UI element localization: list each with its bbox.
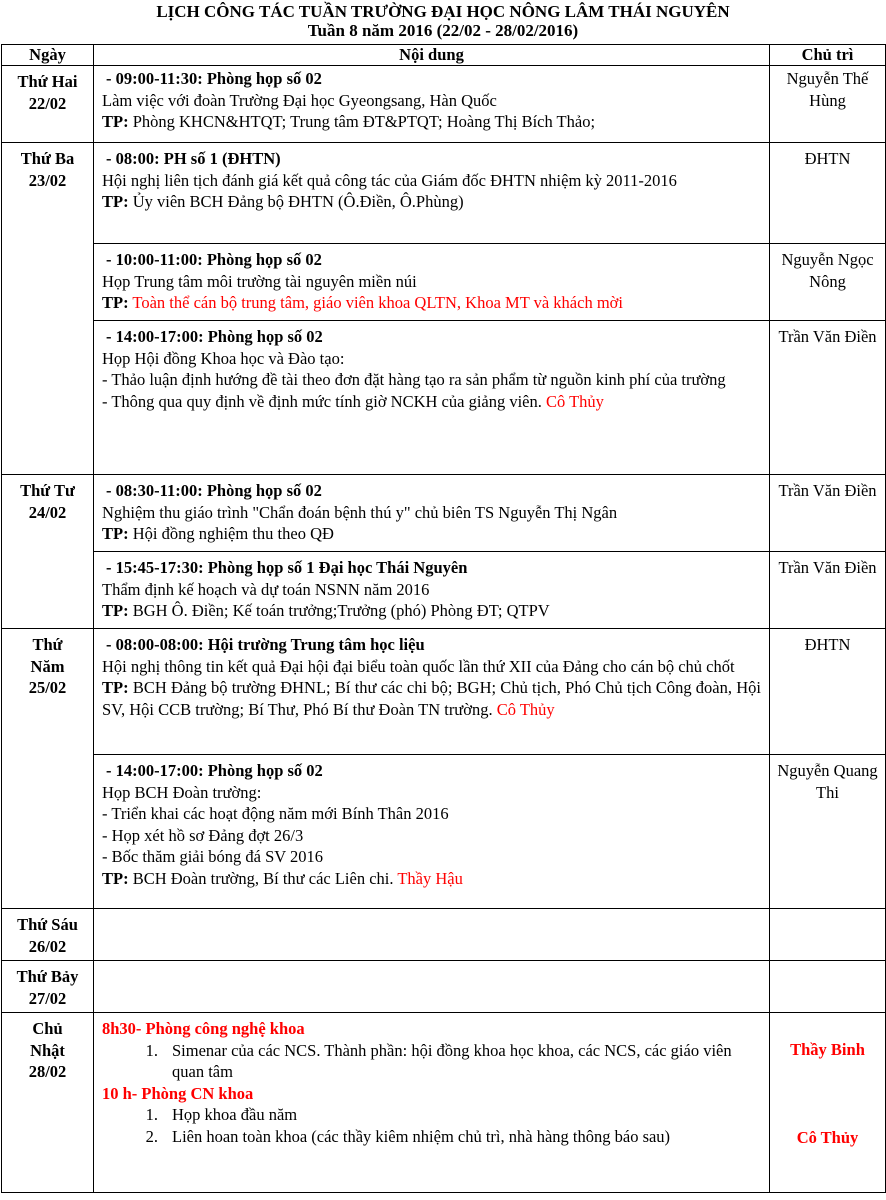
day-name: Thứ Tư <box>20 481 75 500</box>
column-header-content: Nội dung <box>94 45 770 66</box>
host-name: Thầy Binh <box>790 1040 865 1059</box>
day-name: Thứ <box>32 635 63 654</box>
event-desc: Nghiệm thu giáo trình "Chẩn đoán bệnh thú y" chủ biên TS Nguyễn Thị Ngân <box>102 502 618 522</box>
event-host: Trần Văn Điền <box>770 475 886 552</box>
event-host: Trần Văn Điền <box>770 321 886 475</box>
table-row <box>2 475 886 552</box>
list-item: 1. Họp khoa đầu năm <box>145 1105 298 1124</box>
table-row <box>2 66 886 143</box>
day-name: Thứ Hai <box>17 72 78 91</box>
event-host: ĐHTN <box>770 143 886 244</box>
event-time: - 14:00-17:00: Phòng họp số 02 <box>106 761 323 780</box>
event-host: Nguyễn Thế Hùng <box>770 66 886 143</box>
event-participants: TP: Phòng KHCN&HTQT; Trung tâm ĐT&PTQT; Hoàng Thị Bích Thảo; <box>102 112 596 131</box>
spacer <box>774 1061 881 1127</box>
event-content <box>94 321 770 475</box>
event-time: - 14:00-17:00: Phòng họp số 02 <box>106 327 323 346</box>
day-cell-tuesday <box>2 143 94 475</box>
day-name: Năm <box>30 656 65 676</box>
event-desc: Làm việc với đoàn Trường Đại học Gyeongsang, Hàn Quốc <box>102 90 497 110</box>
table-row <box>2 321 886 475</box>
table-row <box>2 629 886 755</box>
event-time: 10 h- Phòng CN khoa <box>102 1083 254 1103</box>
event-time: - 08:00-08:00: Hội trường Trung tâm học liệu <box>106 635 425 654</box>
event-content <box>94 961 770 1013</box>
table-row <box>2 143 886 244</box>
day-name: Thứ Ba <box>20 149 75 168</box>
event-time: - 09:00-11:30: Phòng họp số 02 <box>106 69 322 88</box>
host-name: Cô Thủy <box>796 1127 859 1147</box>
event-content <box>94 1013 770 1193</box>
day-cell-thursday <box>2 629 94 909</box>
event-host: ĐHTN <box>770 629 886 755</box>
schedule-table <box>1 44 886 1193</box>
day-cell-wednesday <box>2 475 94 629</box>
day-name: Chủ <box>32 1019 63 1038</box>
day-date: 26/02 <box>28 936 67 956</box>
day-date: 23/02 <box>28 170 67 190</box>
event-content <box>94 629 770 755</box>
event-desc: Hội nghị liên tịch đánh giá kết quả công tác của Giám đốc ĐHTN nhiệm kỳ 2011-2016 <box>102 170 677 190</box>
event-desc: Họp BCH Đoàn trường: <box>102 782 262 802</box>
event-item: - Thông qua quy định về định mức tính giờ NCKH của giảng viên. Cô Thủy <box>102 391 604 411</box>
event-item: - Triển khai các hoạt động năm mới Bính Thân 2016 <box>102 804 449 823</box>
event-host: Nguyễn Quang Thi <box>770 755 886 909</box>
table-row <box>2 755 886 909</box>
schedule-title: LỊCH CÔNG TÁC TUẦN TRƯỜNG ĐẠI HỌC NÔNG LÂM THÁI NGUYÊN <box>156 2 730 21</box>
day-cell-sunday <box>2 1013 94 1193</box>
table-row <box>2 1013 886 1193</box>
table-row <box>2 244 886 321</box>
event-time: - 10:00-11:00: Phòng họp số 02 <box>106 250 322 269</box>
event-time: 8h30- Phòng công nghệ khoa <box>102 1019 305 1038</box>
day-date: 27/02 <box>28 988 67 1008</box>
event-participants: TP: BGH Ô. Điền; Kế toán trưởng;Trưởng (phó) Phòng ĐT; QTPV <box>102 601 550 620</box>
event-host: Nguyễn Ngọc Nông <box>770 244 886 321</box>
table-header-row <box>2 45 886 66</box>
event-host <box>770 909 886 961</box>
day-date: 22/02 <box>28 93 67 113</box>
event-time: - 08:00: PH số 1 (ĐHTN) <box>106 149 281 168</box>
day-date: 24/02 <box>28 502 67 522</box>
list-item: 2. Liên hoan toàn khoa (các thầy kiêm nhiệm chủ trì, nhà hàng thông báo sau) <box>145 1126 671 1146</box>
table-row <box>2 552 886 629</box>
event-participants: TP: Hội đồng nghiệm thu theo QĐ <box>102 524 334 543</box>
event-time: - 08:30-11:00: Phòng họp số 02 <box>106 481 322 500</box>
event-item: - Thảo luận định hướng đề tài theo đơn đặt hàng tạo ra sản phẩm từ nguồn kinh phí của trường <box>102 370 726 389</box>
day-name: Thứ Sáu <box>17 915 78 934</box>
column-header-host: Chủ trì <box>770 45 886 66</box>
event-content <box>94 552 770 629</box>
event-participants: TP: BCH Đảng bộ trường ĐHNL; Bí thư các chi bộ; BGH; Chủ tịch, Phó Chủ tịch Công đoàn, Hội SV, Hội CCB trường; Bí Thư, Phó Bí thư Đoàn TN trường. Cô Thủy <box>102 678 761 719</box>
event-host: Trần Văn Điền <box>770 552 886 629</box>
day-name: Nhật <box>30 1040 65 1060</box>
event-participants: TP: Toàn thể cán bộ trung tâm, giáo viên khoa QLTN, Khoa MT và khách mời <box>102 293 623 312</box>
event-time: - 15:45-17:30: Phòng họp số 1 Đại học Thái Nguyên <box>106 558 468 577</box>
day-cell-saturday <box>2 961 94 1013</box>
list-item: 1. Simenar của các NCS. Thành phần: hội đồng khoa học khoa, các NCS, các giáo viên quan tâm <box>145 1040 732 1081</box>
day-date: 28/02 <box>28 1062 67 1081</box>
event-participants: TP: BCH Đoàn trường, Bí thư các Liên chi. Thầy Hậu <box>102 868 463 888</box>
day-name: Thứ Bảy <box>16 967 79 986</box>
event-content <box>94 66 770 143</box>
day-cell-monday <box>2 66 94 143</box>
event-participants: TP: Ủy viên BCH Đảng bộ ĐHTN (Ô.Điền, Ô.Phùng) <box>102 192 464 211</box>
column-header-day: Ngày <box>2 45 94 66</box>
event-desc: Thẩm định kế hoạch và dự toán NSNN năm 2016 <box>102 579 430 599</box>
event-content <box>94 475 770 552</box>
event-desc: Họp Hội đồng Khoa học và Đào tạo: <box>102 348 345 368</box>
page-title <box>0 2 886 40</box>
event-item: - Bốc thăm giải bóng đá SV 2016 <box>102 847 324 866</box>
event-desc: Hội nghị thông tin kết quả Đại hội đại biểu toàn quốc lần thứ XII của Đảng cho cán bộ chủ chốt <box>102 656 735 676</box>
event-content <box>94 143 770 244</box>
table-row <box>2 961 886 1013</box>
table-row <box>2 909 886 961</box>
event-content <box>94 244 770 321</box>
day-date: 25/02 <box>28 678 67 697</box>
day-cell-friday <box>2 909 94 961</box>
event-content <box>94 755 770 909</box>
event-host <box>770 1013 886 1193</box>
event-desc: Họp Trung tâm môi trường tài nguyên miền núi <box>102 271 417 291</box>
event-content <box>94 909 770 961</box>
event-item: - Họp xét hồ sơ Đảng đợt 26/3 <box>102 825 304 845</box>
event-host <box>770 961 886 1013</box>
schedule-subtitle: Tuần 8 năm 2016 (22/02 - 28/02/2016) <box>307 21 579 40</box>
